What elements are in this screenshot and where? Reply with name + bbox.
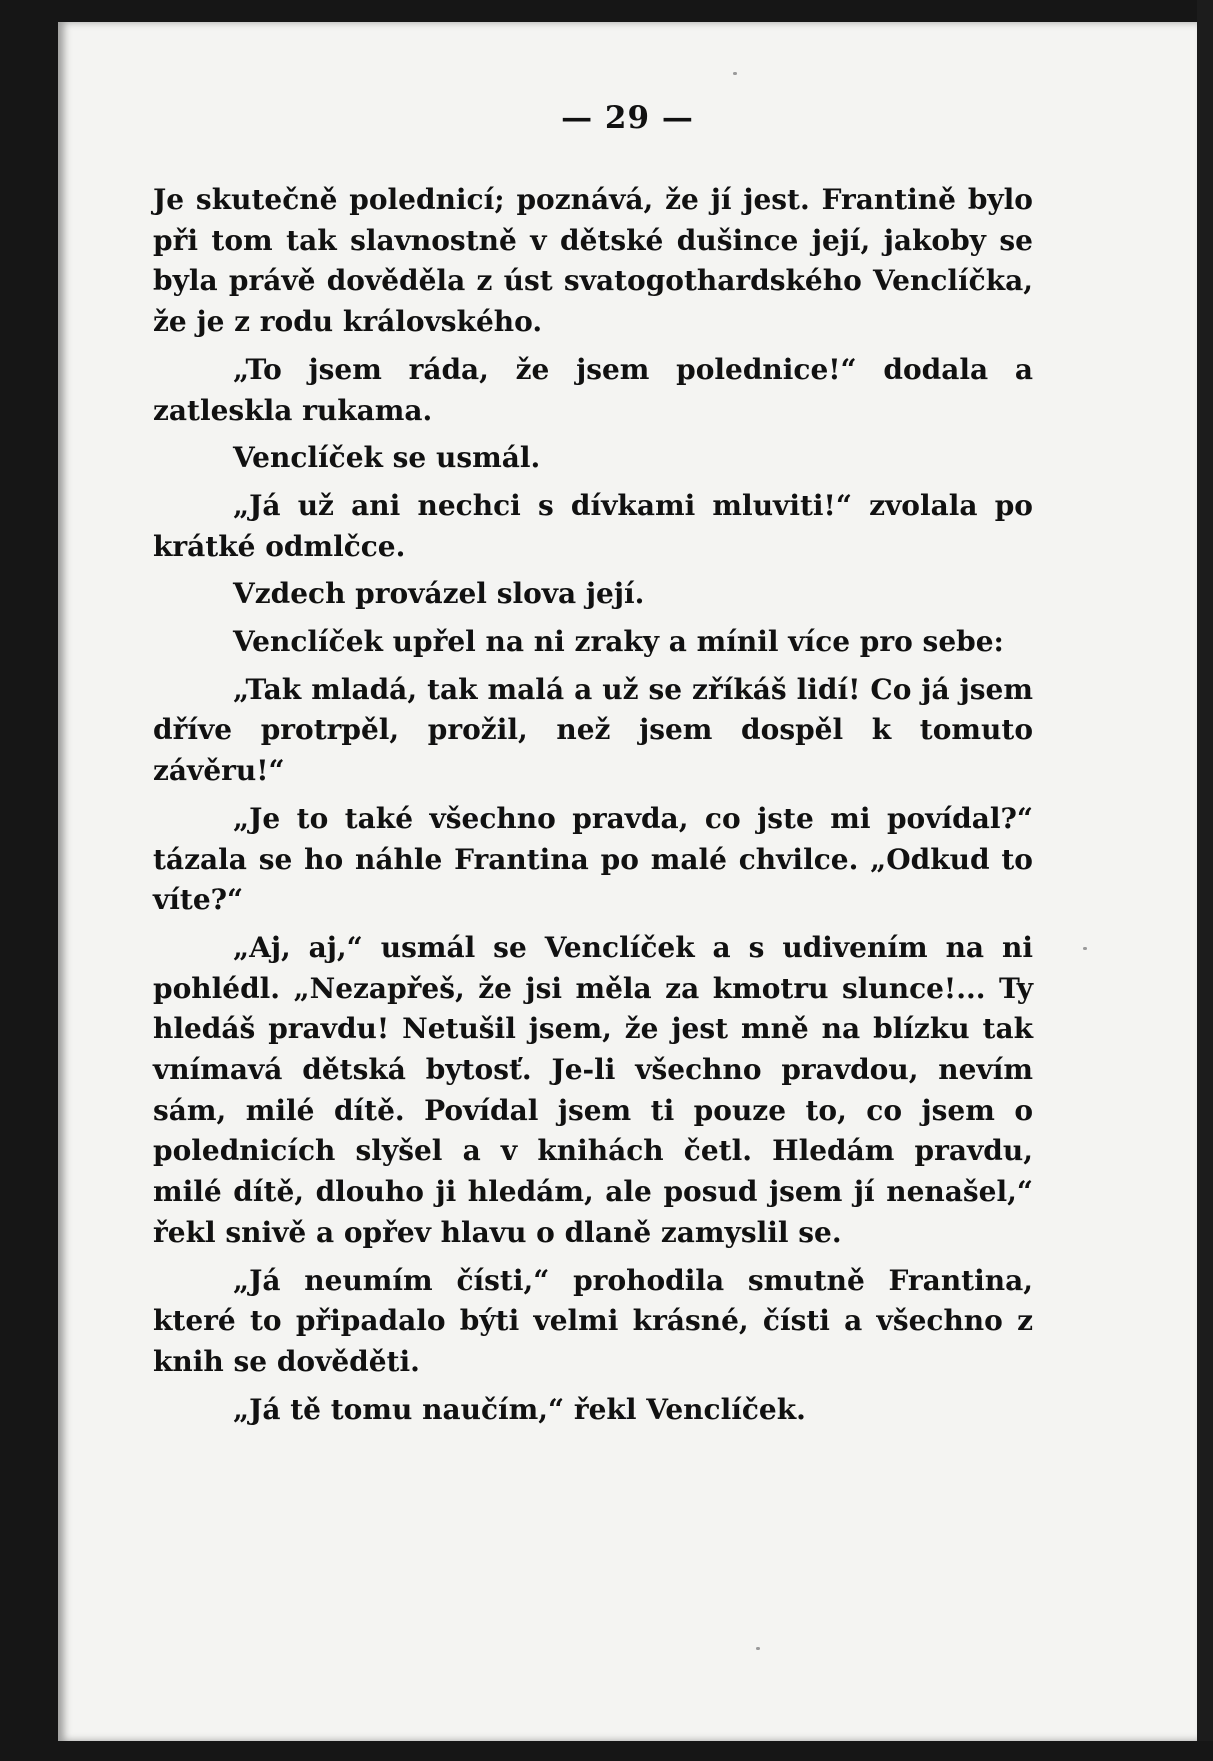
- paragraph: „Je to také všechno pravda, co jste mi povídal?“ tázala se ho náhle Frantina po malé chvilce. „Odkud to víte?“: [153, 801, 1033, 917]
- scan-speck: [733, 72, 737, 75]
- paragraph: Venclíček se usmál.: [233, 441, 541, 475]
- paragraph: „Já tě tomu naučím,“ řekl Venclíček.: [233, 1392, 806, 1426]
- scan-border-top: [0, 0, 1213, 22]
- scan-border-bottom: [0, 1741, 1213, 1761]
- paragraph: „Tak mladá, tak malá a už se zříkáš lidí! Co já jsem dříve protrpěl, prožil, než jsem dospěl k tomuto závěru!“: [153, 672, 1033, 788]
- paragraph: „Já neumím čísti,“ prohodila smutně Frantina, které to připadalo býti velmi krásné, čísti a všechno z knih se dověděti.: [153, 1263, 1033, 1378]
- scan-border-right: [1197, 0, 1213, 1761]
- book-page: [58, 22, 1197, 1741]
- paragraph: Venclíček upřel na ni zraky a mínil více pro sebe:: [233, 625, 1004, 659]
- paragraph: „Já už ani nechci s dívkami mluviti!“ zvolala po krátké odmlčce.: [153, 488, 1033, 563]
- paragraph: Vzdech provázel slova její.: [233, 577, 645, 611]
- paragraph: „Aj, aj,“ usmál se Venclíček a s udivením na ni pohlédl. „Nezapřeš, že jsi měla za kmotru slunce!... Ty hledáš pravdu! Netušil jsem, že jest mně na blízku tak vnímavá dětská bytosť. Je-li všechno pravdou, nevím sám, milé dítě. Povídal jsem ti pouze to, co jsem o polednicích slyšel a v knihách četl. Hledám pravdu, milé dítě, dlouho ji hledám, ale posud jsem jí nenašel,“ řekl snivě a opřev hlavu o dlaně zamyslil se.: [153, 930, 1033, 1249]
- paragraph: „To jsem ráda, že jsem polednice!“ dodala a zatleskla rukama.: [153, 352, 1033, 427]
- page-number: — 29 —: [561, 100, 694, 136]
- scan-speck: [1083, 947, 1087, 950]
- scan-speck: [756, 1647, 760, 1650]
- body-text: [153, 180, 1033, 1437]
- scan-border-left: [0, 0, 58, 1761]
- paragraph: Je skutečně polednicí; poznává, že jí jest. Frantině bylo při tom tak slavnostně v dětské dušince její, jakoby se byla právě dověděla z úst svatogothardského Venclíčka, že je z rodu královského.: [153, 183, 1033, 339]
